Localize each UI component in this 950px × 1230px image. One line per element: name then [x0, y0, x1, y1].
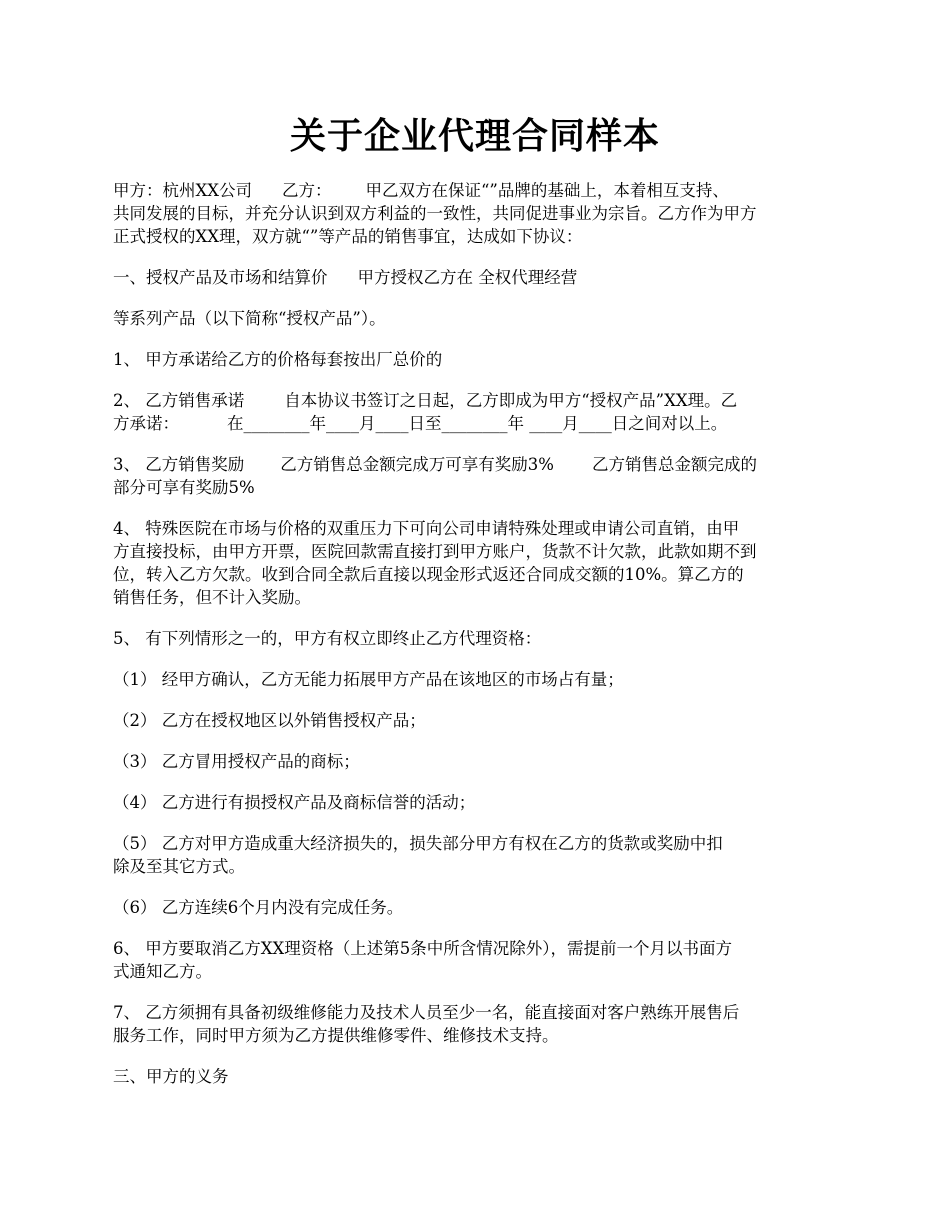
item6-line-2: 式通知乙方。: [113, 962, 212, 981]
item2-paragraph: [113, 389, 841, 435]
item5-paragraph: 5、 有下列情形之一的，甲方有权立即终止乙方代理资格：: [113, 629, 542, 648]
item1-paragraph: 1、 甲方承诺给乙方的价格每套按出厂总价的: [113, 350, 443, 369]
item3-text-3: 部分可享有奖励5%: [113, 478, 255, 497]
intro-text-1: 甲乙双方在保证“”品牌的基础上，本着相互支持、: [365, 181, 729, 200]
party-b: 乙方：: [282, 181, 332, 200]
item4-paragraph: [113, 517, 841, 609]
item4-line-4: 销售任务，但不计入奖励。: [113, 588, 311, 607]
item2-text-1: 自本协议书签订之日起，乙方即成为甲方“授权产品”XX理。乙: [284, 391, 738, 410]
series-paragraph: 等系列产品（以下简称“授权产品”）。: [113, 309, 386, 328]
intro-text-3: 正式授权的XX理，双方就“”等产品的销售事宜，达成如下协议：: [113, 227, 583, 246]
section1-text: 甲方授权乙方在 全权代理经营: [357, 268, 578, 287]
item3-label: 3、 乙方销售奖励: [113, 455, 245, 474]
item3-paragraph: [113, 453, 841, 499]
item4-line-2: 方直接投标，由甲方开票，医院回款需直接打到甲方账户，货款不计欠款，此款如期不到: [113, 542, 757, 561]
sub5-line-2: 除及至其它方式。: [113, 857, 245, 876]
item6-paragraph: [113, 937, 841, 983]
item7-paragraph: [113, 1001, 841, 1047]
item2-label: 2、 乙方销售承诺: [113, 391, 245, 410]
sub6-paragraph: （6） 乙方连续6个月内没有完成任务。: [113, 898, 404, 917]
sub1-paragraph: （1） 经甲方确认，乙方无能力拓展甲方产品在该地区的市场占有量；: [113, 670, 624, 689]
item7-line-1: 7、 乙方须拥有具备初级维修能力及技术人员至少一名，能直接面对客户熟练开展售后: [113, 1003, 740, 1022]
item2-text-2: 在________年____月____日至________年 ____月____日之间对以上。: [227, 414, 728, 433]
item2-prefix: 方承诺：: [113, 414, 179, 433]
item7-line-2: 服务工作，同时甲方须为乙方提供维修零件、维修技术支持。: [113, 1026, 559, 1045]
item4-line-1: 4、 特殊医院在市场与价格的双重压力下可向公司申请特殊处理或申请公司直销，由甲: [113, 519, 740, 538]
sub5-paragraph: [113, 832, 841, 878]
section1-paragraph: [113, 266, 841, 289]
item4-line-3: 位，转入乙方欠款。收到合同全款后直接以现金形式返还合同成交额的10%。算乙方的: [113, 565, 744, 584]
intro-text-2: 共同发展的目标，并充分认识到双方利益的一致性，共同促进事业为宗旨。乙方作为甲方: [113, 204, 757, 223]
sub2-paragraph: （2） 乙方在授权地区以外销售授权产品；: [113, 711, 426, 730]
item3-text-1: 乙方销售总金额完成万可享有奖励3%: [280, 455, 554, 474]
party-a: 甲方：杭州XX公司: [113, 181, 252, 200]
section3-heading: 三、甲方的义务: [113, 1067, 229, 1086]
section1-heading: 一、授权产品及市场和结算价: [113, 268, 328, 287]
item6-line-1: 6、 甲方要取消乙方XX理资格（上述第5条中所含情况除外），需提前一个月以书面方: [113, 939, 732, 958]
sub3-paragraph: （3） 乙方冒用授权产品的商标；: [113, 752, 360, 771]
sub4-paragraph: （4） 乙方进行有损授权产品及商标信誉的活动；: [113, 793, 476, 812]
document-title: 关于企业代理合同样本: [289, 115, 660, 157]
item3-text-2: 乙方销售总金额完成的: [591, 455, 757, 474]
intro-paragraph: [113, 179, 841, 248]
document-body: [113, 179, 841, 1106]
sub5-line-1: （5） 乙方对甲方造成重大经济损失的，损失部分甲方有权在乙方的货款或奖励中扣: [113, 834, 723, 853]
